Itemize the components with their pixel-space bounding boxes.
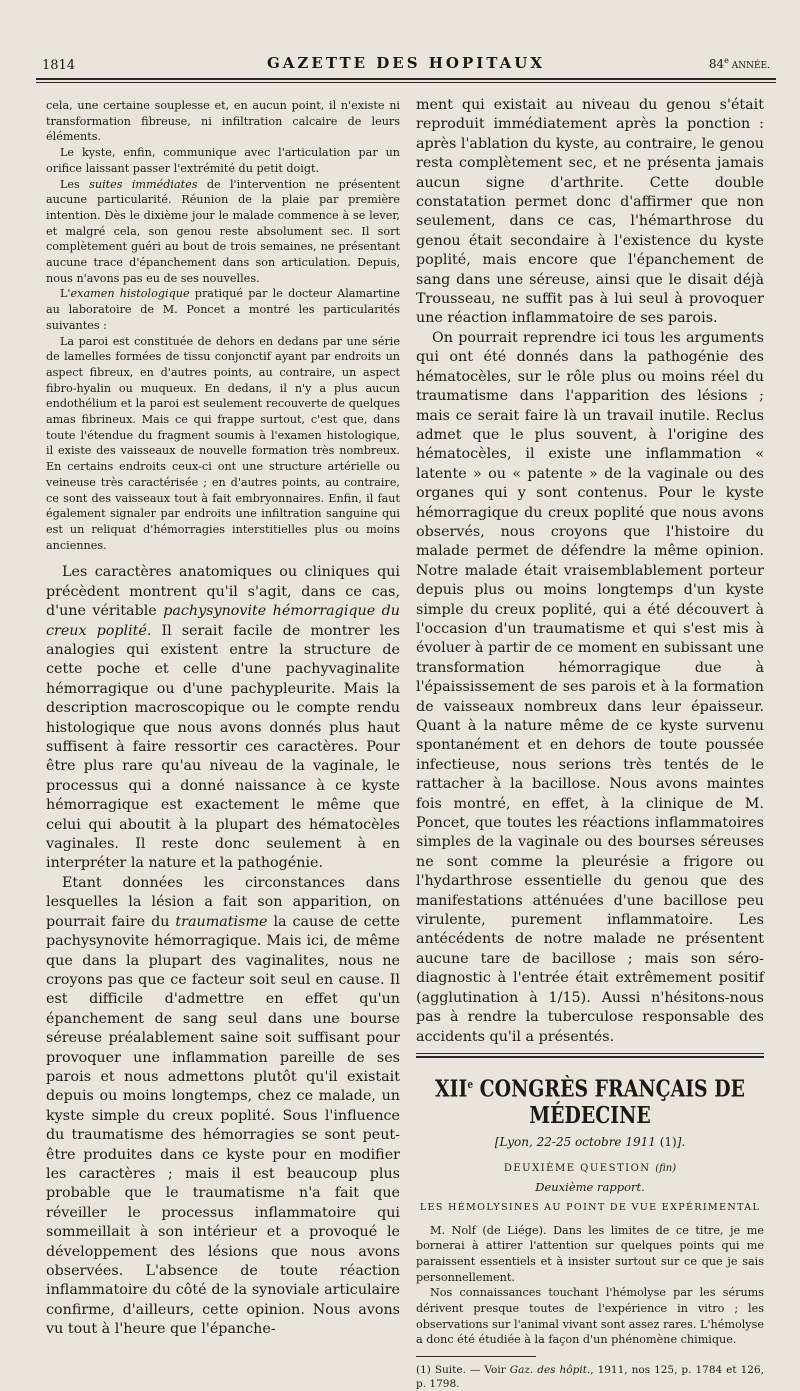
case-report: [46, 98, 400, 553]
congress-place-date: [Lyon, 22-25 octobre 1911 (1)].: [494, 1134, 686, 1149]
footnote: (1) Suite. — Voir Gaz. des hôpit., 1911, nos 125, p. 1784 et 126, p. 1798.: [416, 1364, 764, 1391]
paragraph-paroi: La paroi est constituée de dehors en dedans par une série de lamelles formées de tissu conjonctif ayant par endroits un aspect fibreux, en d'autres points, au contraire, un aspect fibro-hyalin ou muqueux. En dedans, il n'y a plus aucun endothélium et la paroi est seulement recouverte de quelques amas fibrineux. Mais ce qui frappe surtout, c'est que, dans toute l'étendue du fragment soumis à l'examen histologique, il existe des vaisseaux de nouvelle formation très nombreux. En certains endroits ceux-ci ont une structure artérielle ou veineuse très caractérisée ; en d'autres points, au contraire, ce sont des vaisseaux tout à fait embryonnaires. Enfin, il faut également signaler par endroits une infiltration sanguine qui est un reliquat d'hémorragies interstitielles plus ou moins anciennes.: [46, 334, 400, 552]
discussion: [46, 563, 400, 1339]
paragraph: On pourrait reprendre ici tous les arguments qui ont été donnés dans la pathogénie des hématocèles, sur le rôle plus ou moins réel du traumatisme dans l'apparition des lésions ; mais ce serait faire là un travail inutile. Reclus admet que le plus souvent, à l'origine des hématocèles, il existe une inflammation « latente » ou « patente » de la vaginale ou des organes qui y sont contenus. Pour le kyste hémorragique du creux poplité que nous avons observés, nous croyons que l'histoire du malade permet de défendre la même opinion. Notre malade était vraisemblablement porteur depuis plus ou moins longtemps d'un kyste simple du creux poplité, qui a été découvert à l'occasion d'un traumatisme et qui s'est mis à évoluer à partir de ce moment en subissant une transformation hémorragique due à l'épaississement de ses parois et à la formation de vaisseaux nombreux dans leur épaisseur. Quant à la nature même de ce kyste survenu spontanément et en dehors de toute poussée infectieuse, nous serions très tentés de le rattacher à la bacillose. Nous avons maintes fois montré, en effet, à la clinique de M. Poncet, que toutes les réactions inflammatoires simples de la vaginale ou des bourses séreuses ne sont comme la pleurésie a frigore ou l'hydarthrose essentielle du genou que des manifestations atténuées d'une bacillose peu virulente, purement inflammatoire. Les antécédents de notre malade ne présentent aucune tare de bacillose ; mais son séro-diagnostic à l'entrée était extrêmement positif (agglutination à 1/15). Aussi n'hésitons-nous pas à rendre la tuberculose responsable des accidents qu'il a présentés.: [416, 329, 764, 1045]
paragraph: Le kyste, enfin, communique avec l'articulation par un orifice laissant passer l'extrémité du petit doigt.: [46, 146, 400, 175]
column-left: [46, 98, 400, 1340]
footnote-rule: [416, 1356, 536, 1357]
paragraph: cela, une certaine souplesse et, en aucun point, il n'existe ni transformation fibreuse, ni infiltration calcaire de leurs éléments.: [46, 99, 400, 144]
report-heading: Deuxième rapport.: [535, 1179, 645, 1194]
congress-title: XIIe CONGRÈS FRANÇAIS DE MÉDECINE: [435, 1075, 745, 1129]
paragraph: Nos connaissances touchant l'hémolyse par les sérums dérivent presque toutes de l'expérience in vitro ; les observations sur l'animal vivant sont assez rares. L'hémolyse a donc été étudiée à la façon d'un phénomène chimique.: [416, 1286, 764, 1347]
paragraph: ment qui existait au niveau du genou s'était reproduit immédiatement après la ponction : après l'ablation du kyste, au contraire, le genou resta complètement sec, et ne présenta jamais aucun signe d'arthrite. Cette double constatation permet donc d'affirmer que non seulement, dans ce cas, l'hémarthrose du genou était secondaire à l'existence du kyste poplité, mais encore que l'épanchement de sang dans une séreuse, ainsi que le disait déjà Trousseau, ne suffit pas à lui seul à provoquer une réaction inflammatoire de ses parois.: [416, 97, 764, 327]
journal-title: GAZETTE DES HOPITAUX: [266, 54, 545, 72]
header-rule: [36, 78, 776, 80]
paragraph: Les caractères anatomiques ou cliniques qui précèdent montrent qu'il s'agit, dans ce cas, d'une véritable pachysynovite hémorragique du creux poplité. Il serait facile de montrer les analogies qui existent entre la structure de cette poche et celle d'une pachyvaginalite hémorragique ou d'une pachypleurite. Mais la description macroscopique ou le compte rendu histologique que nous avons donnés plus haut suffisent à faire ressortir ces caractères. Pour être plus rare qu'au niveau de la vaginale, le processus qui a donné naissance à ce kyste hémorragique est exactement le même que celui qui aboutit à la plupart des hématocèles vaginales. Il reste donc seulement à en interpréter la nature et la pathogénie.: [46, 564, 400, 872]
running-header: [36, 46, 776, 76]
topic-heading: LES HÉMOLYSINES AU POINT DE VUE EXPÉRIMENTAL: [419, 1201, 761, 1213]
section-rule: [416, 1053, 764, 1054]
paragraph: Etant données les circonstances dans lesquelles la lésion a fait son apparition, on pourrait faire du traumatisme la cause de cette pachysynovite hémorragique. Mais ici, de même que dans la plupart des vaginalites, nous ne croyons pas que ce facteur soit seul en cause. Il est difficile d'admettre en effet qu'un épanchement de sang seul dans une bourse séreuse préalablement saine soit suffisant pour provoquer une inflammation pareille de ses parois et nous admettons plutôt qu'il existait depuis ou moins longtemps, chez ce malade, un kyste simple du creux poplité. Sous l'influence du traumatisme des hémorragies se sont peut-être produites dans ce kyste pour en modifier les caractères ; mais il est beaucoup plus probable que le traumatisme n'a fait que réveiller le processus inflammatoire qui sommeillait à son intérieur et a provoqué le développement des lésions que nous avons observées. L'absence de toute réaction inflammatoire du côté de la synoviale articulaire confirme, d'ailleurs, cette opinion. Nous avons vu tout à l'heure que l'épanche-: [46, 874, 400, 1338]
discussion-continued: [416, 96, 764, 1047]
header-rule-thin: [36, 82, 776, 83]
paragraph: M. Nolf (de Liége). Dans les limites de ce titre, je me bornerai à attirer l'attention sur quelques points qui me paraissent essentiels et à insister surtout sur ce que je sais personnellement.: [416, 1223, 764, 1284]
section-rule-thick: [416, 1056, 764, 1058]
paragraph-examen: L'examen histologique pratiqué par le docteur Alamartine au laboratoire de M. Poncet a montré les particularités suivantes :: [46, 287, 400, 332]
page-number: 1814: [42, 58, 76, 73]
year-edition: 84e ANNÉE.: [708, 56, 770, 71]
report-text: [416, 1223, 764, 1349]
paragraph-suites: Les suites immédiates de l'intervention ne présentent aucune particularité. Réunion de la plaie par première intention. Dès le dixième jour le malade commence à se lever, et malgré cela, son genou reste absolument sec. Il sort complètement guéri au bout de trois semaines, ne présentant aucune trace d'épanchement dans son articulation. Depuis, nous n'avons pas eu de ses nouvelles.: [46, 177, 400, 285]
column-right: [416, 96, 764, 1391]
question-heading: DEUXIÈME QUESTION (fin): [503, 1162, 677, 1174]
